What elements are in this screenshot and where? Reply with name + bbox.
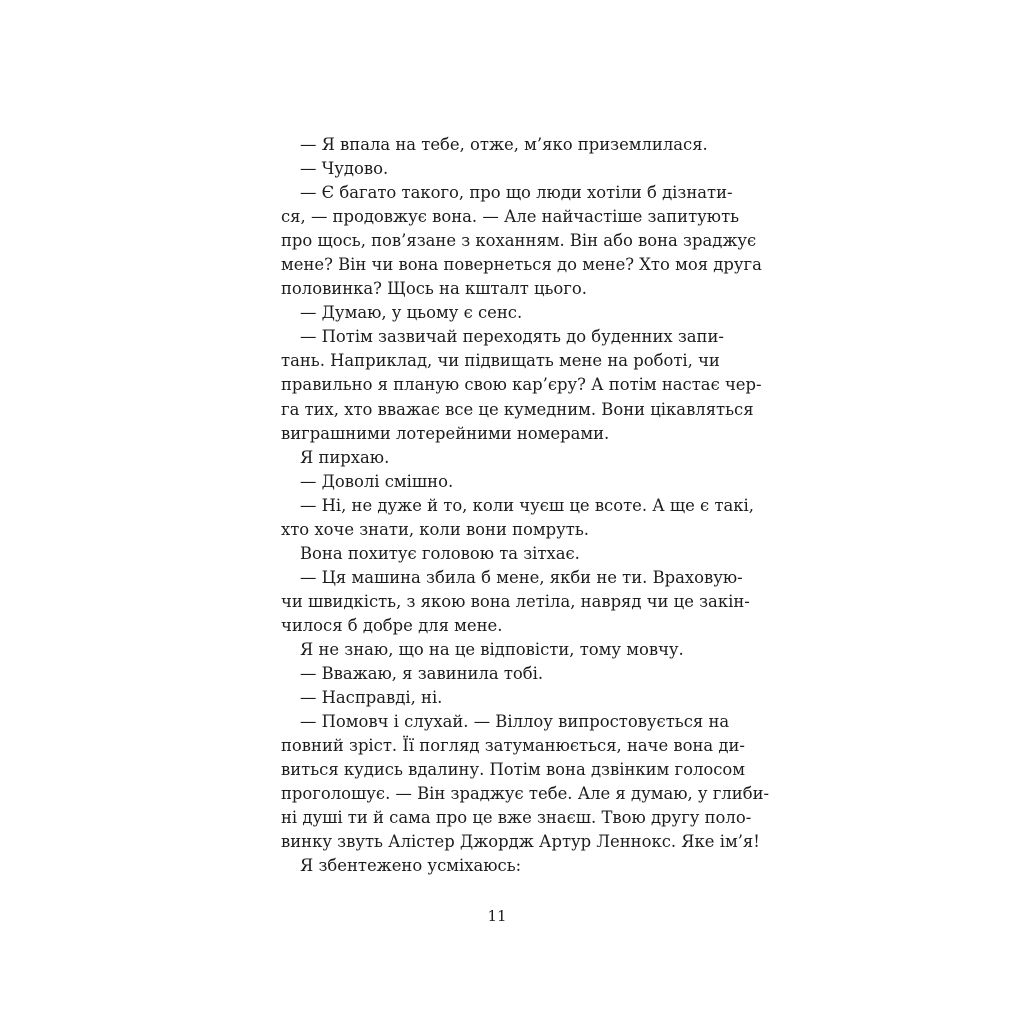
- text-line: — Доволі смішно.: [300, 471, 454, 491]
- text-line: виться кудись вдалину. Потім вона дзвінким голосом: [281, 760, 746, 780]
- text-line: — Ця машина збила б мене, якби не ти. Враховую-: [300, 567, 743, 587]
- text-line: ні душі ти й сама про це вже знаєш. Твою другу поло-: [281, 808, 752, 828]
- text-line: га тих, хто вважає все це кумедним. Вони цікавляться: [281, 399, 754, 419]
- text-line: — Думаю, у цьому є сенс.: [300, 303, 523, 323]
- text-line: Я пирхаю.: [300, 447, 390, 467]
- page-number: 11: [487, 907, 507, 925]
- text-line: — Потім зазвичай переходять до буденних запи-: [300, 327, 724, 347]
- text-line: половинка? Щось на кшталт цього.: [281, 279, 587, 299]
- text-line: хто хоче знати, коли вони помруть.: [281, 519, 589, 539]
- text-line: — Є багато такого, про що люди хотіли б дізнати-: [300, 183, 733, 203]
- text-line: Я не знаю, що на це відповісти, тому мовчу.: [300, 639, 684, 659]
- text-line: — Помовч і слухай. — Віллоу випростовується на: [300, 712, 730, 732]
- text-line: — Вважаю, я завинила тобі.: [300, 664, 544, 684]
- text-line: — Насправді, ні.: [300, 688, 443, 708]
- text-line: Я збентежено усміхаюсь:: [300, 856, 522, 876]
- text-line: — Ні, не дуже й то, коли чуєш це всоте. А ще є такі,: [300, 495, 754, 515]
- text-line: виграшними лотерейними номерами.: [281, 423, 610, 443]
- text-line: чилося б добре для мене.: [281, 615, 503, 635]
- text-line: Вона похитує головою та зітхає.: [300, 543, 580, 563]
- text-line: ся, — продовжує вона. — Але найчастіше запитують: [281, 207, 740, 227]
- text-line: проголошує. — Він зраджує тебе. Але я думаю, у глиби-: [281, 784, 770, 804]
- text-line: винку звуть Алістер Джордж Артур Леннокс. Яке ім’я!: [281, 832, 760, 852]
- text-line: про щось, пов’язане з коханням. Він або вона зраджує: [281, 231, 757, 251]
- text-line: тань. Наприклад, чи підвищать мене на роботі, чи: [281, 351, 720, 371]
- text-line: чи швидкість, з якою вона летіла, навряд чи це закін-: [281, 591, 750, 611]
- text-line: правильно я планую свою кар’єру? А потім настає чер-: [281, 375, 762, 395]
- text-line: повний зріст. Її погляд затуманюється, наче вона ди-: [281, 736, 745, 756]
- text-line: — Я впала на тебе, отже, м’яко приземлилася.: [300, 135, 708, 154]
- text-line: мене? Він чи вона повернеться до мене? Хто моя друга: [281, 255, 762, 275]
- text-line: — Чудово.: [300, 159, 389, 179]
- body-text: [281, 133, 770, 878]
